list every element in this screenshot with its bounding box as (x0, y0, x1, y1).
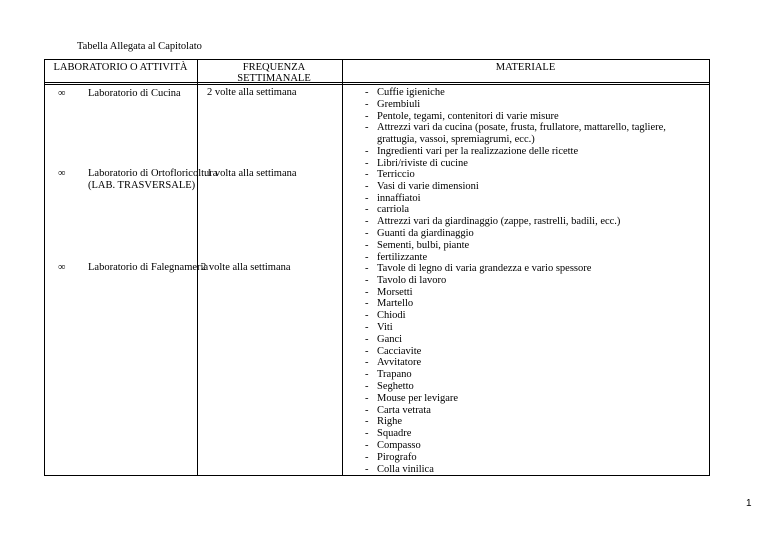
table-border-right (709, 59, 710, 476)
frequency-value: 2 volte alla settimana (207, 87, 297, 98)
page-number: 1 (746, 498, 752, 509)
list-item: - Viti (365, 321, 393, 333)
table-caption: Tabella Allegata al Capitolato (77, 41, 202, 52)
list-item: - Terriccio (365, 169, 415, 180)
list-item: - Grembiuli (365, 98, 421, 110)
list-item: - fertilizzante (365, 251, 428, 263)
list-item: - Righe (365, 416, 403, 428)
list-item: - Libri/riviste di cucine (365, 157, 468, 169)
list-item: - Morsetti (365, 286, 413, 298)
list-item: - Ganci (365, 333, 403, 345)
list-item: - Carta vetrata (365, 404, 431, 416)
list-item: - Martello (365, 298, 414, 310)
list-item: - innaffiatoi (365, 192, 421, 204)
activity-label: Laboratorio di Falegnameria (88, 262, 209, 273)
list-item: - Tavolo di lavoro (365, 274, 447, 286)
list-item: - Avvitatore (365, 357, 422, 369)
list-item: - Attrezzi vari da giardinaggio (zappe, rastrelli, badili, ecc.) (365, 216, 621, 228)
table-border-left (44, 59, 45, 476)
frequency-value: 1 volta alla settimana (207, 168, 297, 179)
infinity-bullet-icon: ∞ (58, 88, 66, 99)
materials-list (365, 263, 705, 475)
table-border-top (44, 59, 710, 60)
list-item: - Pentole, tegami, contenitori di varie misure (365, 110, 559, 122)
activity-label: Laboratorio di Ortofloricoltura (LAB. TRASVERSALE) (88, 168, 218, 191)
list-item: - Mouse per levigare (365, 392, 459, 404)
list-item: - Chiodi (365, 310, 406, 322)
list-item: - Trapano (365, 369, 412, 381)
header-frequency: FREQUENZA SETTIMANALE (237, 62, 311, 84)
infinity-bullet-icon: ∞ (58, 168, 66, 179)
list-item: - Squadre (365, 428, 412, 440)
infinity-bullet-icon: ∞ (58, 262, 66, 273)
list-item: - Vasi di varie dimensioni (365, 180, 479, 192)
list-item: - Cacciavite (365, 345, 422, 357)
list-item: - Cuffie igieniche (365, 87, 445, 98)
frequency-value: 2 volte alla settimana (201, 262, 291, 273)
column-divider-2 (342, 59, 343, 476)
list-item: - Colla vinilica (365, 463, 434, 475)
list-item: - Pirografo (365, 451, 417, 463)
list-item: - Sementi, bulbi, piante (365, 239, 470, 251)
list-item: - Compasso (365, 439, 421, 451)
activity-label: Laboratorio di Cucina (88, 88, 181, 99)
header-activity: LABORATORIO O ATTIVITÀ (53, 62, 188, 73)
list-item: - Ingredienti vari per la realizzazione delle ricette (365, 145, 579, 157)
header-separator (44, 82, 710, 85)
list-item: - Guanti da giardinaggio (365, 227, 474, 239)
list-item: - Seghetto (365, 380, 414, 392)
list-item: - Attrezzi vari da cucina (posate, frusta, frullatore, mattarello, tagliere, grattugia, vassoi, spremiagrumi, ecc.) (365, 122, 666, 146)
materials-list (365, 87, 705, 170)
header-materials: MATERIALE (495, 62, 556, 73)
list-item: - Tavole di legno di varia grandezza e vario spessore (365, 263, 592, 274)
list-item: - carriola (365, 204, 410, 216)
materials-list (365, 169, 705, 263)
materials-table (44, 59, 710, 476)
